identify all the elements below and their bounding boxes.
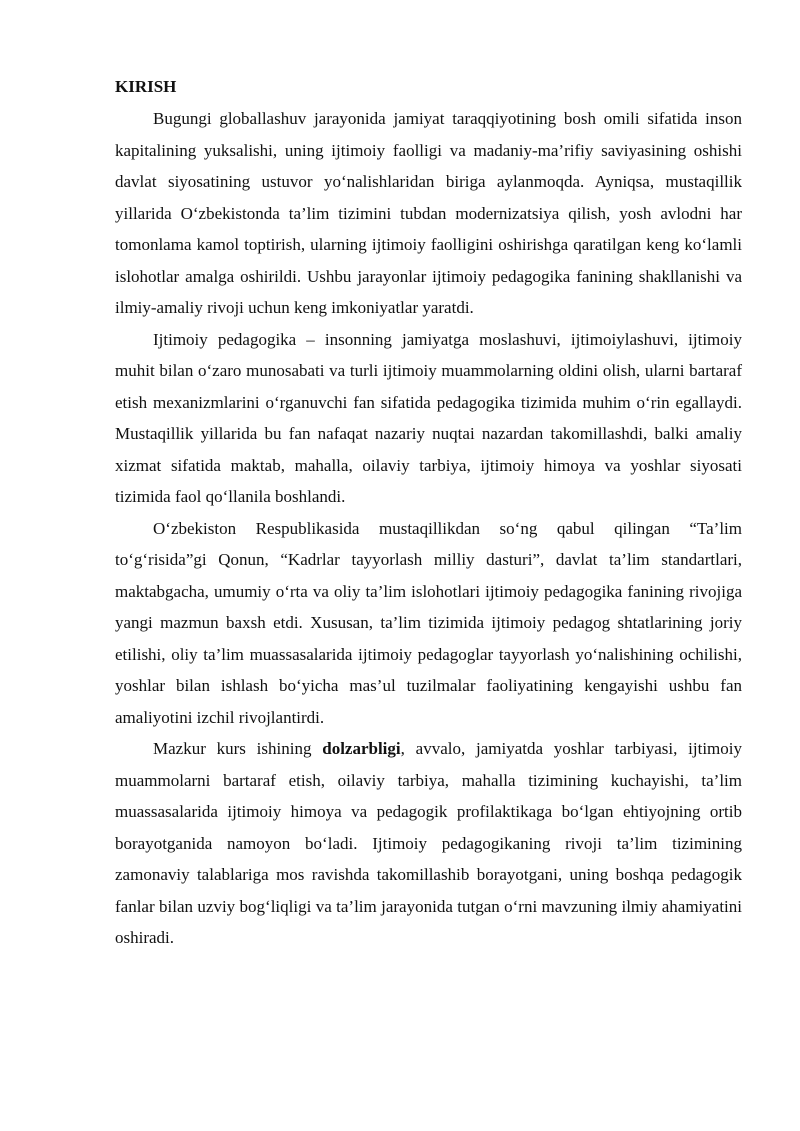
paragraph-4-lead: Mazkur kurs ishining [153,739,323,758]
paragraph-1: Bugungi globallashuv jarayonida jamiyat taraqqiyotining bosh omili sifatida inson kapitalining yuksalishi, uning ijtimoiy faolligi va madaniy-ma’rifiy saviyasining oshishi davlat siyosatining ustuvor yo‘nalishlaridan biriga aylanmoqda. Ayniqsa, mustaqillik yillarida O‘zbekistonda ta’lim tizimini tubdan modernizatsiya qilish, yosh avlodni har tomonlama kamol toptirish, ularning ijtimoiy faolligini oshirishga qaratilgan keng ko‘lamli islohotlar amalga oshirildi. Ushbu jarayonlar ijtimoiy pedagogika fanining shakllanishi va ilmiy-amaliy rivoji uchun keng imkoniyatlar yaratdi. [115,109,742,317]
paragraph-4 [115,733,742,954]
document-page [115,74,742,954]
paragraph-2: Ijtimoiy pedagogika – insonning jamiyatga moslashuvi, ijtimoiylashuvi, ijtimoiy muhit bilan o‘zaro munosabati va turli ijtimoiy muammolarning oldini olish, ularni bartaraf etish mexanizmlarini o‘rganuvchi fan sifatida pedagogika tizimida muhim o‘rin egallaydi. Mustaqillik yillarida bu fan nafaqat nazariy nuqtai nazardan takomillashdi, balki amaliy xizmat sifatida maktab, mahalla, oilaviy tarbiya, ijtimoiy himoya va yoshlar siyosati tizimida faol qo‘llanila boshlandi. [115,329,742,506]
paragraph-3: O‘zbekiston Respublikasida mustaqillikdan so‘ng qabul qilingan “Ta’lim to‘g‘risida”gi Qonun, “Kadrlar tayyorlash milliy dasturi”, davlat ta’lim standartlari, maktabgacha, umumiy o‘rta va oliy ta’lim islohotlari ijtimoiy pedagogika fanining rivojiga yangi mazmun baxsh etdi. Xususan, ta’lim tizimida ijtimoiy pedagog shtatlarining joriy etilishi, oliy ta’lim muassasalarida ijtimoiy pedagoglar tayyorlash yo‘nalishining ochilishi, yoshlar bilan ishlash bo‘yicha mas’ul tuzilmalar faoliyatining kengayishi ushbu fan amaliyotini izchil rivojlantirdi. [115,518,742,727]
keyword-dolzarbligi: dolzarbligi [322,739,401,758]
section-heading: KIRISH [115,77,177,96]
paragraph-4-rest: , avvalo, jamiyatda yoshlar tarbiyasi, ijtimoiy muammolarni bartaraf etish, oilaviy tarbiya, mahalla tizimining kuchayishi, ta’lim muassasalarida ijtimoiy himoya va pedagogik profilaktikaga bo‘lgan ehtiyojning ortib borayotganida namoyon bo‘ladi. Ijtimoiy pedagogikaning rivoji ta’lim tizimining zamonaviy talablariga mos ravishda takomillashib borayotgani, uning boshqa pedagogik fanlar bilan uzviy bog‘liqligi va ta’lim jarayonida tutgan o‘rni mavzuning ilmiy ahamiyatini oshiradi. [115,739,742,947]
